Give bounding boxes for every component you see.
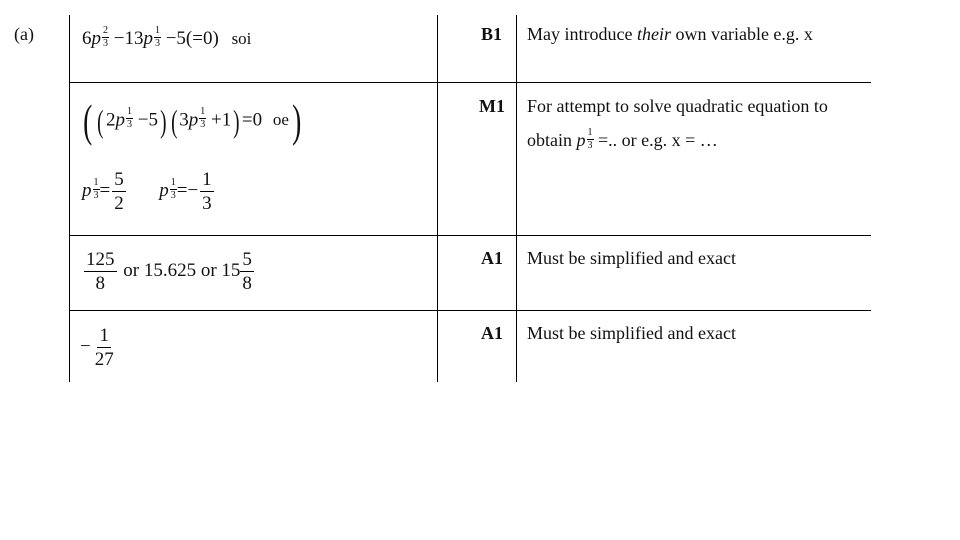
note-soi: soi: [231, 29, 252, 48]
row-divider-1: [69, 82, 871, 83]
coefficient: 6: [82, 28, 92, 49]
table-left-border: [69, 15, 70, 382]
answer-row-4: − $\frac{1}{27}$: [80, 325, 114, 370]
note-oe: oe: [272, 110, 289, 130]
answer-row-3: $\frac{125}{8}$ or 15.625 or 15 $\frac{5}{8}$: [86, 249, 252, 294]
mark-m1: M1: [479, 96, 505, 116]
factorised-equation: ( ( 2p $\frac{1}{3}$ −5) ( 3p $\frac{1}{3}$ +1) =0 oe): [83, 95, 302, 146]
exponent: $\frac{2}{3}$: [103, 24, 108, 49]
comment-row-1: May introduce their own variable e.g. x: [527, 24, 813, 44]
mark-a1-row-3: A1: [481, 248, 503, 268]
row-divider-3: [69, 310, 871, 311]
mark-b1: B1: [481, 24, 503, 44]
roots: p $\frac{1}{3}$ = $\frac{5}{2}$ p $\frac{1}{3}$ =− $\frac{1}{3}$: [82, 169, 212, 214]
variable: p: [91, 28, 101, 49]
mark-a1-row-4: A1: [481, 323, 503, 343]
table-column-divider: [437, 15, 438, 382]
term: −13: [113, 28, 144, 49]
exponent: $\frac{1}{3}$: [154, 24, 160, 49]
answer-row-1: [82, 24, 252, 53]
comment-row-3: Must be simplified and exact: [527, 248, 736, 268]
comment-row-2-line-2: obtain p $\frac{1}{3}$ =.. or e.g. x = …: [527, 127, 718, 151]
row-divider-2: [69, 235, 871, 236]
comment-row-2-line-1: For attempt to solve quadratic equation to: [527, 96, 828, 116]
table-mark-divider: [516, 15, 517, 382]
comment-row-4: Must be simplified and exact: [527, 323, 736, 343]
constant-term: −5(=0): [165, 28, 219, 49]
part-label: (a): [14, 24, 34, 44]
variable: p: [143, 28, 153, 49]
